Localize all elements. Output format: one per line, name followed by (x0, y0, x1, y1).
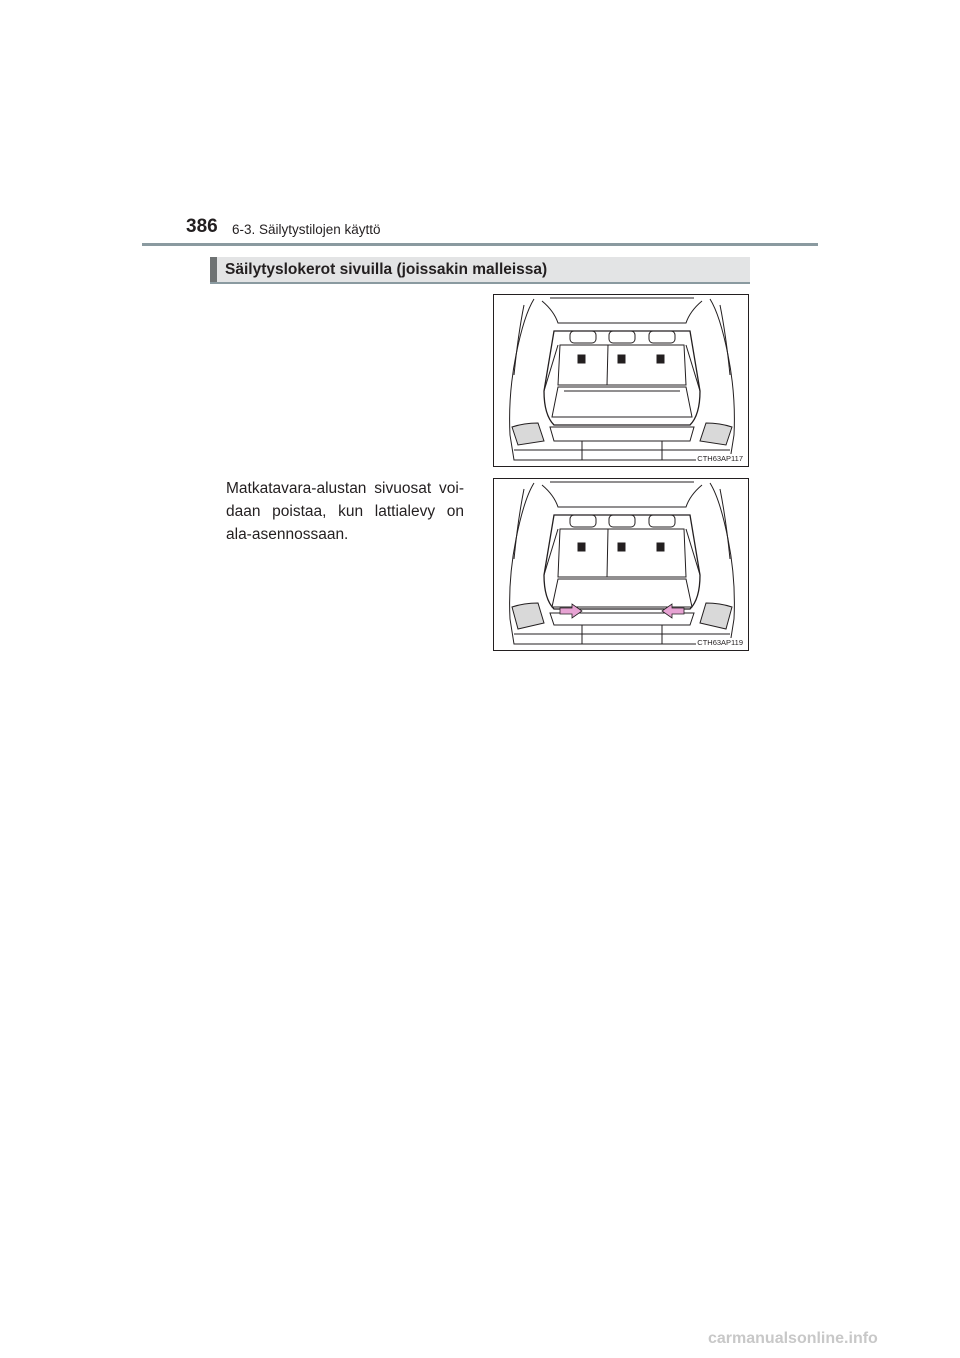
figure-side-boxes (493, 478, 749, 651)
watermark[interactable]: carmanualsonline.info (708, 1330, 878, 1347)
header-rule (142, 243, 818, 246)
section-title: Säilytyslokerot sivuilla (joissakin malleissa) (225, 261, 548, 278)
car-luggage-compartment-arrows-illustration (494, 479, 749, 651)
page-number: 386 (186, 216, 218, 237)
left-arrow-icon (560, 604, 582, 618)
figure-code: CTH63AP119 (697, 638, 743, 647)
right-arrow-icon (662, 604, 684, 618)
section-accent (210, 257, 217, 282)
figure-luggage-compartment (493, 294, 749, 467)
car-luggage-compartment-illustration (494, 295, 749, 467)
body-paragraph: Matkatavara-alustan sivuosat voi-daan poistaa, kun lattialevy on ala-asennossaan. (226, 480, 464, 543)
section-heading (210, 257, 750, 284)
figure-code: CTH63AP117 (697, 454, 743, 463)
chapter-title: 6-3. Säilytystilojen käyttö (232, 222, 381, 237)
